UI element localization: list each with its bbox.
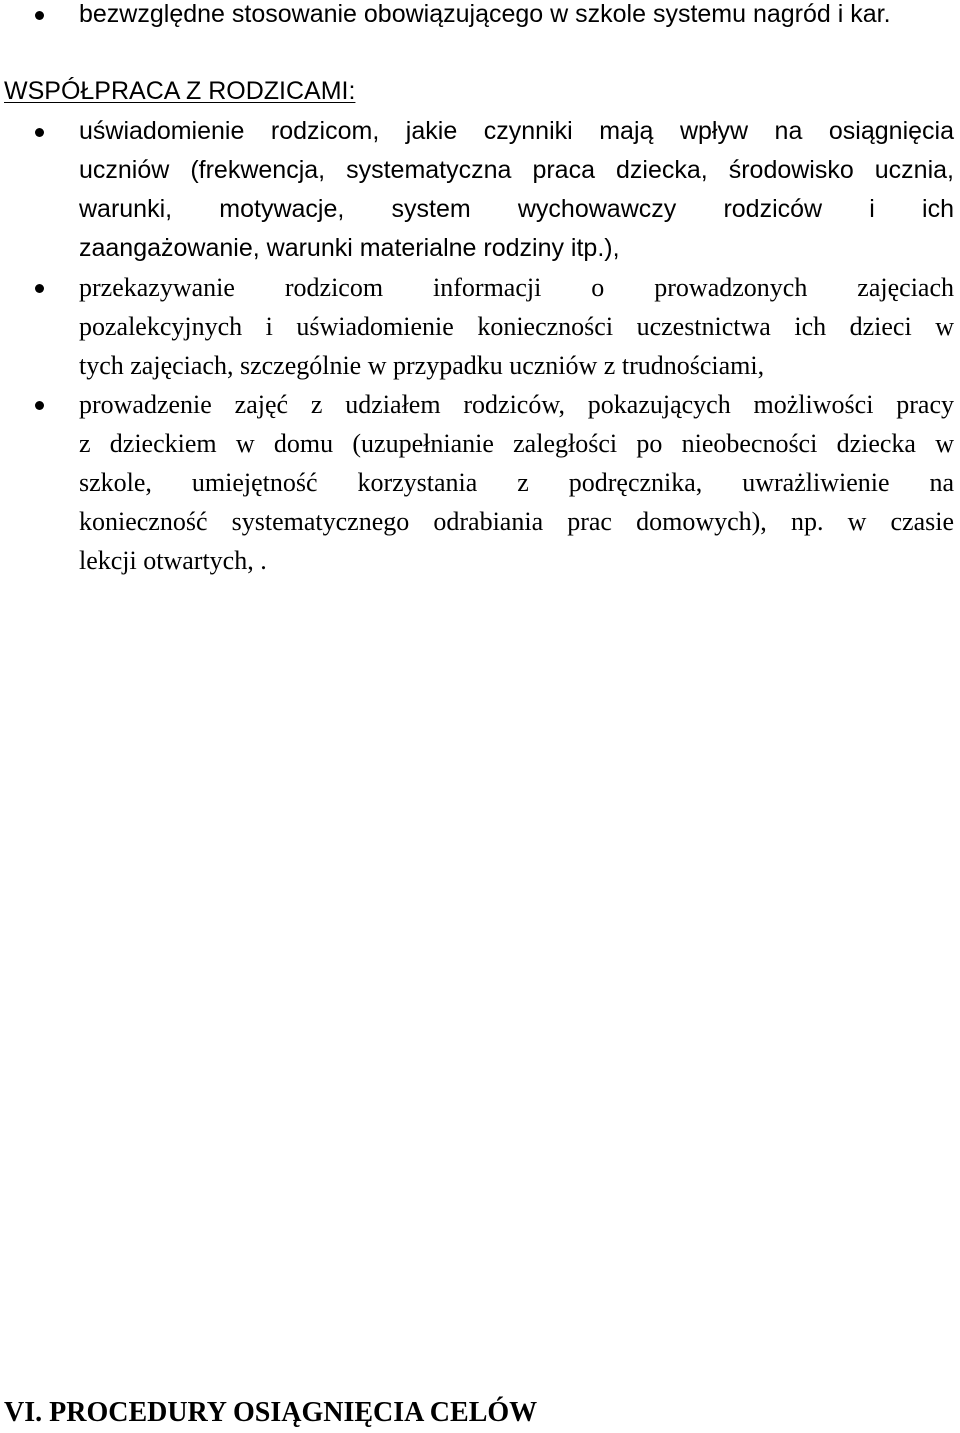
bullet-icon xyxy=(35,11,44,20)
bullet-icon xyxy=(35,284,44,293)
section-heading-cooperation: WSPÓŁPRACA Z RODZICAMI: xyxy=(4,77,356,105)
list-item-line: zaangażowanie, warunki materialne rodziny itp.), xyxy=(79,234,620,262)
list-item-line: uczniów (frekwencja, systematyczna praca dziecka, środowisko ucznia, xyxy=(79,156,954,184)
list-item-line: konieczność systematycznego odrabiania prac domowych), np. w czasie xyxy=(79,507,954,536)
bullet-icon xyxy=(35,128,44,137)
bullet-icon xyxy=(35,401,44,410)
list-item-line: tych zajęciach, szczególnie w przypadku uczniów z trudnościami, xyxy=(79,351,765,380)
list-item-line: przekazywanie rodzicom informacji o prowadzonych zajęciach xyxy=(79,273,954,302)
list-item-text: bezwzględne stosowanie obowiązującego w szkole systemu nagród i kar. xyxy=(79,0,891,28)
list-item-line: warunki, motywacje, system wychowawczy rodziców i ich xyxy=(79,195,954,223)
list-item-extracurricular xyxy=(79,268,954,385)
list-item-line: uświadomienie rodzicom, jakie czynniki mają wpływ na osiągnięcia xyxy=(79,117,954,145)
section-title-procedures: VI. PROCEDURY OSIĄGNIĘCIA CELÓW xyxy=(4,1397,538,1428)
list-item-factors xyxy=(79,112,954,268)
list-item-line: szkole, umiejętność korzystania z podręcznika, uwrażliwienie na xyxy=(79,468,954,497)
list-item-line: pozalekcyjnych i uświadomienie konieczności uczestnictwa ich dzieci w xyxy=(79,312,954,341)
list-item-line: z dzieckiem w domu (uzupełnianie zaległości po nieobecności dziecka w xyxy=(79,429,954,458)
list-item-line: prowadzenie zajęć z udziałem rodziców, pokazujących możliwości pracy xyxy=(79,390,954,419)
list-item-line: lekcji otwartych, . xyxy=(79,546,267,575)
list-item-parent-classes xyxy=(79,385,954,580)
list-item-rewards xyxy=(79,0,954,34)
